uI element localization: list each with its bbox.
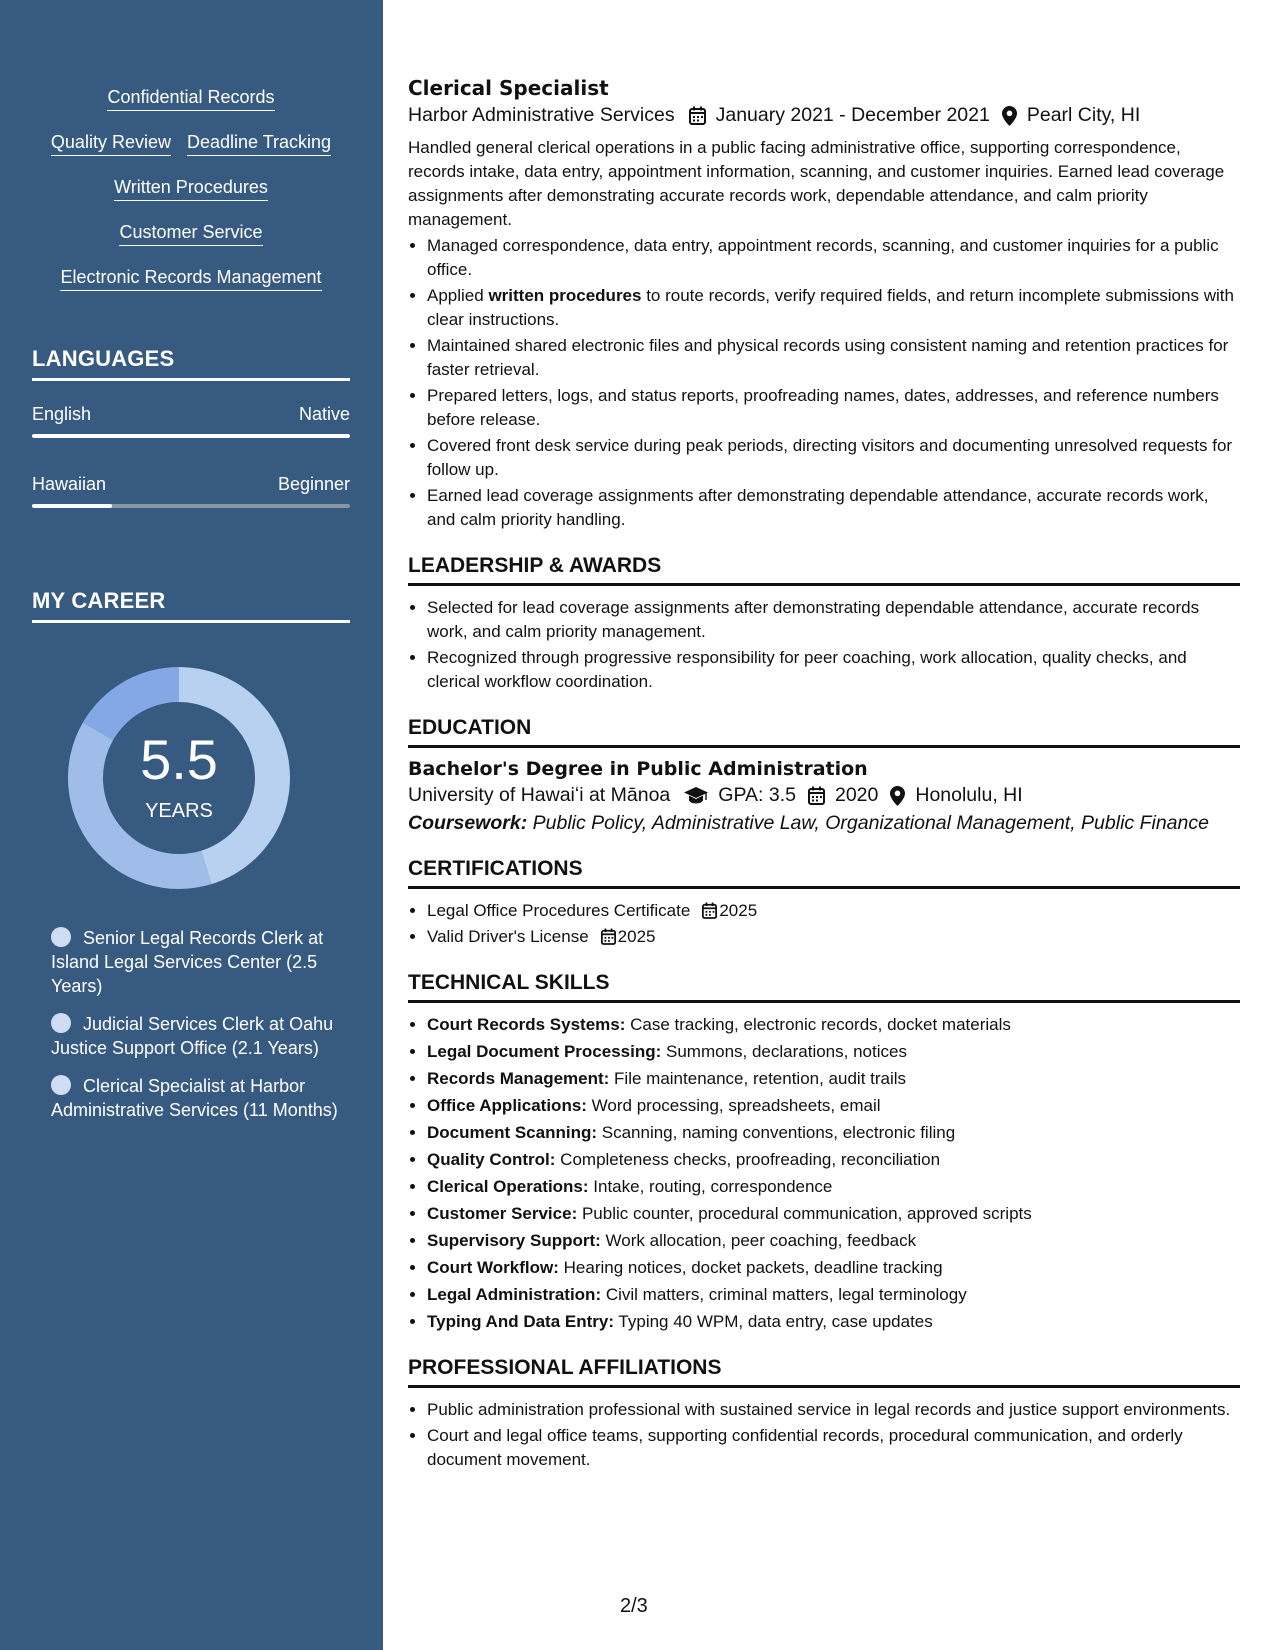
career-item-text: Judicial Services Clerk at Oahu Justice Support Office (2.1 Years) [51, 1014, 334, 1058]
location-pin-icon [890, 786, 905, 806]
bullet-item: • Covered front desk service during peak periods, directing visitors and documenting unresolved requests for follow up. [427, 434, 1240, 482]
technical-skill-item: • Office Applications: Word processing, spreadsheets, email [427, 1094, 1240, 1118]
certification-name: Legal Office Procedures Certificate [427, 901, 691, 920]
leadership-list [408, 596, 1240, 694]
languages-heading: LANGUAGES [32, 346, 350, 381]
calendar-icon [702, 902, 717, 919]
leadership-heading: LEADERSHIP & AWARDS [408, 554, 1240, 586]
skills-tags [32, 86, 350, 311]
sidebar [0, 0, 383, 1650]
job-summary: Handled general clerical operations in a public facing administrative office, supporting correspondence, records intake, data entry, appointment information, scanning, and customer inquiries. Earned lead coverage assignments after demonstrating accurate records work, dependable attendance, and calm priority management. [408, 138, 1225, 229]
affiliations-list [408, 1398, 1240, 1472]
technical-skill-item: • Document Scanning: Scanning, naming conventions, electronic filing [427, 1121, 1240, 1145]
gpa: GPA: 3.5 [718, 784, 796, 806]
job-title: Clerical Specialist [408, 76, 609, 100]
technical-skill-item: • Legal Administration: Civil matters, criminal matters, legal terminology [427, 1283, 1240, 1307]
certifications-heading: CERTIFICATIONS [408, 857, 1240, 889]
language-bar-fill [32, 434, 350, 438]
skill-tag: Quality Review [51, 131, 171, 156]
main-content [408, 76, 1240, 1474]
certification-name: Valid Driver's License [427, 927, 589, 946]
technical-skill-item: • Typing And Data Entry: Typing 40 WPM, data entry, case updates [427, 1310, 1240, 1334]
calendar-icon [689, 106, 706, 125]
location-pin-icon [1002, 106, 1017, 126]
career-donut-chart [66, 665, 292, 891]
skill-tag: Confidential Records [107, 86, 274, 111]
career-dot [51, 927, 71, 947]
skill-tag: Deadline Tracking [187, 131, 331, 156]
bullet-item: • Managed correspondence, data entry, appointment records, scanning, and customer inquiries for a public office. [427, 234, 1240, 282]
bullet-item: • Applied written procedures to route records, verify required fields, and return incomplete submissions with clear instructions. [427, 284, 1240, 332]
language-english [32, 404, 350, 438]
calendar-icon [601, 928, 616, 945]
language-bar [32, 504, 350, 508]
coursework [408, 812, 1240, 835]
affiliations-heading: PROFESSIONAL AFFILIATIONS [408, 1356, 1240, 1388]
career-item-text: Senior Legal Records Clerk at Island Legal Services Center (2.5 Years) [51, 928, 324, 996]
technical-skill-item: • Supervisory Support: Work allocation, peer coaching, feedback [427, 1229, 1240, 1253]
technical-skill-item: • Court Records Systems: Case tracking, electronic records, docket materials [427, 1013, 1240, 1037]
coursework-label: Coursework: [408, 812, 528, 834]
certification-year: 2025 [719, 901, 758, 920]
job-meta [408, 104, 1240, 127]
language-name: English [32, 404, 92, 424]
bullet-item: • Court and legal office teams, supporting confidential records, procedural communication, and orderly document movement. [427, 1424, 1240, 1472]
technical-skills-list [408, 1013, 1240, 1334]
graduation-cap-icon [684, 787, 708, 804]
language-level: Beginner [277, 474, 350, 494]
career-dot [51, 1075, 71, 1095]
language-name: Hawaiian [32, 474, 107, 494]
school-location: Honolulu, HI [915, 784, 1023, 806]
career-total-unit: YEARS [145, 800, 213, 822]
job-bullets [408, 234, 1240, 532]
skill-tag: Customer Service [119, 221, 262, 246]
skill-tag: Written Procedures [114, 176, 268, 201]
technical-skill-item: • Customer Service: Public counter, procedural communication, approved scripts [427, 1202, 1240, 1226]
bullet-item: • Earned lead coverage assignments after demonstrating dependable attendance, accurate records work, and calm priority handling. [427, 484, 1240, 532]
page-number: 2/3 [620, 1595, 648, 1617]
language-bar-fill [32, 504, 112, 508]
experience-entry [408, 76, 1240, 532]
education-entry [408, 758, 1240, 835]
job-location: Pearl City, HI [1026, 104, 1141, 126]
language-hawaiian [32, 474, 350, 508]
technical-skill-item: • Quality Control: Completeness checks, proofreading, reconciliation [427, 1148, 1240, 1172]
career-list [51, 926, 341, 1136]
certification-item [427, 925, 1240, 949]
bullet-item: • Selected for lead coverage assignments after demonstrating dependable attendance, accurate records work, and calm priority management. [427, 596, 1240, 644]
school-name: University of Hawaiʻi at Mānoa [408, 784, 671, 806]
technical-skill-item: • Records Management: File maintenance, retention, audit trails [427, 1067, 1240, 1091]
career-dot [51, 1013, 71, 1033]
language-level: Native [298, 404, 350, 424]
job-dates: January 2021 - December 2021 [715, 104, 990, 126]
coursework-list: Public Policy, Administrative Law, Organizational Management, Public Finance [527, 812, 1209, 834]
graduation-year: 2020 [834, 784, 879, 806]
skill-tag: Electronic Records Management [60, 266, 321, 291]
career-total-value: 5.5 [140, 728, 218, 791]
bullet-item: • Public administration professional with sustained service in legal records and justice support environments. [427, 1398, 1240, 1422]
language-bar [32, 434, 350, 438]
bullet-item: • Recognized through progressive responsibility for peer coaching, work allocation, quality checks, and clerical workflow coordination. [427, 646, 1240, 694]
career-heading: MY CAREER [32, 588, 350, 623]
certification-item [427, 899, 1240, 923]
technical-skill-item: • Clerical Operations: Intake, routing, correspondence [427, 1175, 1240, 1199]
technical-skill-item: • Legal Document Processing: Summons, declarations, notices [427, 1040, 1240, 1064]
certification-year: 2025 [617, 927, 656, 946]
bullet-item: • Prepared letters, logs, and status reports, proofreading names, dates, addresses, and reference numbers before release. [427, 384, 1240, 432]
company-name: Harbor Administrative Services [408, 104, 675, 126]
career-item [51, 926, 341, 998]
career-item-text: Clerical Specialist at Harbor Administrative Services (11 Months) [51, 1076, 338, 1120]
technical-skills-heading: TECHNICAL SKILLS [408, 971, 1240, 1003]
career-item [51, 1074, 341, 1122]
bullet-item: • Maintained shared electronic files and physical records using consistent naming and retention practices for faster retrieval. [427, 334, 1240, 382]
education-meta [408, 784, 1240, 807]
career-item [51, 1012, 341, 1060]
degree-title: Bachelor's Degree in Public Administration [408, 758, 868, 780]
technical-skill-item: • Court Workflow: Hearing notices, docket packets, deadline tracking [427, 1256, 1240, 1280]
certifications-list [408, 899, 1240, 949]
calendar-icon [808, 786, 825, 805]
education-heading: EDUCATION [408, 716, 1240, 748]
